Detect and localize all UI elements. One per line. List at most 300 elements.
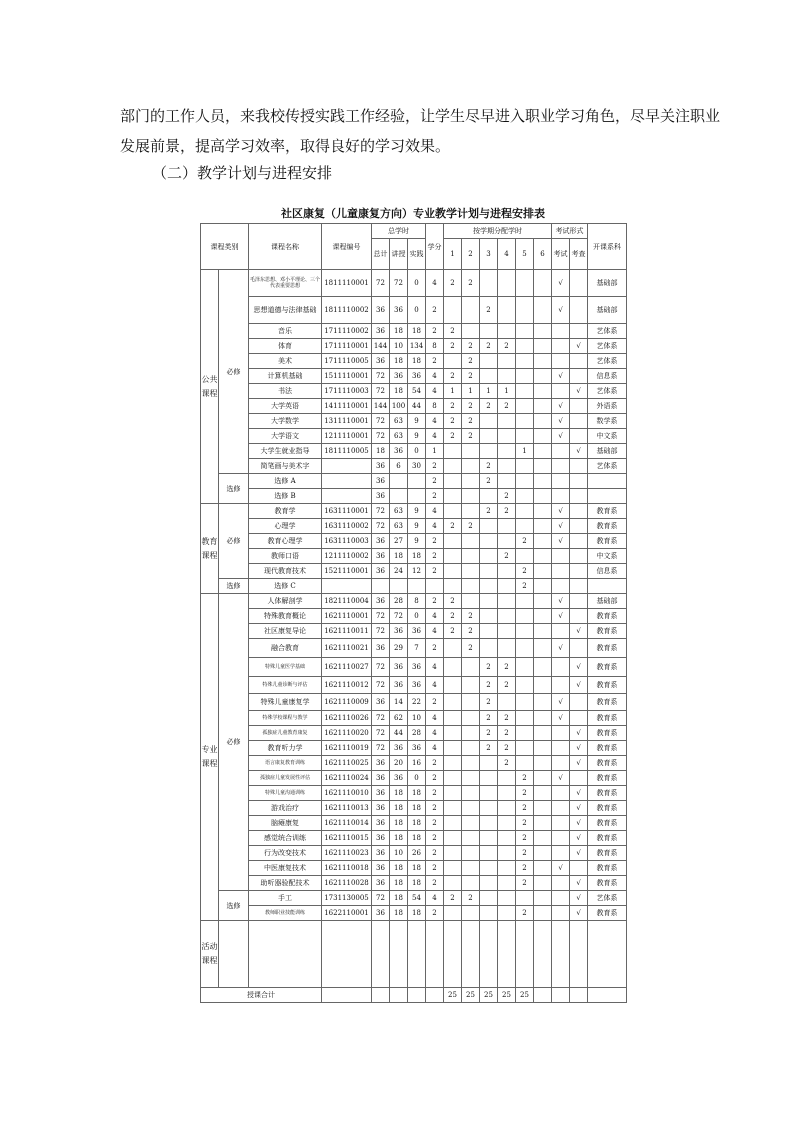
header-check: 考查 [570, 239, 588, 270]
cell-s6 [534, 534, 552, 549]
cell-check [570, 459, 588, 474]
cell-exam [552, 624, 570, 639]
cell-lec: 63 [390, 519, 408, 534]
cell-s2: 2 [462, 354, 480, 369]
table-row [201, 801, 627, 816]
cell-exam [552, 756, 570, 771]
cell-exam: √ [552, 771, 570, 786]
cell-check [570, 369, 588, 384]
table-row [201, 504, 627, 519]
cell-s4 [498, 429, 516, 444]
totals-s3: 25 [480, 988, 498, 1003]
cell-lec: 14 [390, 694, 408, 711]
course-name: 教师口语 [249, 549, 322, 564]
cell-s4: 2 [498, 339, 516, 354]
cell-total: 36 [372, 564, 390, 579]
table-row [201, 846, 627, 861]
cell-dept [588, 489, 627, 504]
cell-s3 [480, 579, 498, 594]
cell-code: 1711110005 [322, 354, 372, 369]
cell-s6 [534, 399, 552, 414]
table-row [201, 414, 627, 429]
cell-exam [552, 906, 570, 921]
cell-s4: 1 [498, 384, 516, 399]
cell-prac: 36 [408, 658, 426, 677]
cell-check: √ [570, 846, 588, 861]
cell-s4: 2 [498, 741, 516, 756]
cell-s5 [516, 726, 534, 741]
cell-s1 [444, 831, 462, 846]
cell-s3 [480, 771, 498, 786]
group-public: 公共课程 [201, 270, 219, 504]
cell-check [570, 549, 588, 564]
cell-dept: 艺体系 [588, 459, 627, 474]
empty-cell [390, 988, 408, 1003]
cell-s3 [480, 831, 498, 846]
cell-dept: 艺体系 [588, 324, 627, 339]
cell-check [570, 579, 588, 594]
cell-s6 [534, 519, 552, 534]
cell-check: √ [570, 816, 588, 831]
cell-s5: 2 [516, 786, 534, 801]
cell-dept: 中文系 [588, 549, 627, 564]
cell-code: 1621110014 [322, 816, 372, 831]
cell-code: 1621110010 [322, 786, 372, 801]
cell-code: 1621110027 [322, 658, 372, 677]
cell-s4 [498, 564, 516, 579]
cell-total: 72 [372, 504, 390, 519]
cell-cr: 4 [426, 741, 444, 756]
table-row [201, 876, 627, 891]
table-row [201, 444, 627, 459]
cell-exam [552, 384, 570, 399]
cell-s3 [480, 801, 498, 816]
empty-cell [408, 988, 426, 1003]
cell-lec: 18 [390, 891, 408, 906]
cell-code: 1511110001 [322, 369, 372, 384]
cell-dept: 数学系 [588, 414, 627, 429]
cell-s4 [498, 579, 516, 594]
cell-s5 [516, 609, 534, 624]
cell-s3 [480, 324, 498, 339]
cell-s4 [498, 624, 516, 639]
cell-s6 [534, 504, 552, 519]
course-name: 感觉统合训练 [249, 831, 322, 846]
cell-cr [426, 579, 444, 594]
cell-s3 [480, 816, 498, 831]
cell-lec: 36 [390, 771, 408, 786]
cell-exam [552, 831, 570, 846]
cell-code: 1631110003 [322, 534, 372, 549]
cell-exam [552, 726, 570, 741]
cell-s1: 2 [444, 399, 462, 414]
cell-code: 1631110002 [322, 519, 372, 534]
cell-s4 [498, 534, 516, 549]
cell-s2: 2 [462, 399, 480, 414]
cell-cr: 4 [426, 429, 444, 444]
table-row [201, 474, 627, 489]
cell-s4 [498, 474, 516, 489]
cell-exam [552, 741, 570, 756]
cell-dept: 教育系 [588, 771, 627, 786]
cell-prac: 18 [408, 816, 426, 831]
cell-check [570, 324, 588, 339]
cell-total: 36 [372, 549, 390, 564]
cell-exam [552, 354, 570, 369]
cell-prac: 18 [408, 549, 426, 564]
cell-check: √ [570, 658, 588, 677]
course-name: 手工 [249, 891, 322, 906]
cell-prac: 0 [408, 444, 426, 459]
cell-s3: 2 [480, 339, 498, 354]
cell-s2: 1 [462, 384, 480, 399]
cell-s6 [534, 726, 552, 741]
cell-s5 [516, 711, 534, 726]
cell-code: 1621110025 [322, 756, 372, 771]
cell-prac: 54 [408, 384, 426, 399]
cell-s2 [462, 504, 480, 519]
cell-cr: 2 [426, 876, 444, 891]
cell-check [570, 399, 588, 414]
course-name: 行为改变技术 [249, 846, 322, 861]
cell-cr: 2 [426, 489, 444, 504]
cell-s1 [444, 639, 462, 658]
cell-check [570, 519, 588, 534]
empty-cell [219, 921, 249, 988]
cell-s6 [534, 694, 552, 711]
cell-s1 [444, 504, 462, 519]
table-row [201, 519, 627, 534]
cell-s1 [444, 354, 462, 369]
cell-lec: 72 [390, 270, 408, 297]
cell-s2 [462, 876, 480, 891]
cell-exam: √ [552, 609, 570, 624]
cell-s6 [534, 741, 552, 756]
cell-prac: 36 [408, 677, 426, 694]
cell-exam: √ [552, 639, 570, 658]
cell-exam: √ [552, 399, 570, 414]
cell-s4 [498, 414, 516, 429]
table-row [201, 639, 627, 658]
table-row [201, 579, 627, 594]
cell-dept: 基础部 [588, 594, 627, 609]
cell-exam: √ [552, 270, 570, 297]
cell-s3: 2 [480, 399, 498, 414]
empty-cell [570, 988, 588, 1003]
cell-code [322, 459, 372, 474]
course-name: 特殊儿童沟通训练 [249, 786, 322, 801]
cell-code: 1521110001 [322, 564, 372, 579]
cell-s4: 2 [498, 399, 516, 414]
cell-s6 [534, 711, 552, 726]
cell-check [570, 711, 588, 726]
cell-s5 [516, 519, 534, 534]
cell-cr: 2 [426, 694, 444, 711]
header-total-hours: 总学时 [372, 224, 426, 239]
cell-total: 72 [372, 519, 390, 534]
cell-total: 36 [372, 459, 390, 474]
empty-cell [322, 988, 372, 1003]
cell-s6 [534, 639, 552, 658]
cell-cr: 2 [426, 324, 444, 339]
cell-check [570, 504, 588, 519]
cell-s1 [444, 801, 462, 816]
cell-exam: √ [552, 297, 570, 324]
cell-total: 72 [372, 711, 390, 726]
cell-s6 [534, 429, 552, 444]
cell-s2 [462, 906, 480, 921]
group-education-elective: 选修 [219, 579, 249, 594]
cell-cr: 4 [426, 711, 444, 726]
cell-dept: 信息系 [588, 369, 627, 384]
cell-exam [552, 459, 570, 474]
header-semester-5: 5 [516, 239, 534, 270]
cell-exam: √ [552, 711, 570, 726]
cell-lec: 36 [390, 658, 408, 677]
cell-s5 [516, 658, 534, 677]
course-name: 教育学 [249, 504, 322, 519]
cell-total: 72 [372, 726, 390, 741]
cell-lec: 63 [390, 429, 408, 444]
cell-lec: 63 [390, 504, 408, 519]
cell-code: 1711110001 [322, 339, 372, 354]
cell-s6 [534, 354, 552, 369]
cell-total: 36 [372, 639, 390, 658]
cell-code: 1621110018 [322, 861, 372, 876]
cell-s2 [462, 444, 480, 459]
cell-total: 36 [372, 756, 390, 771]
cell-s2 [462, 489, 480, 504]
cell-cr: 2 [426, 861, 444, 876]
cell-s1: 2 [444, 594, 462, 609]
cell-s1 [444, 726, 462, 741]
cell-s5: 2 [516, 564, 534, 579]
table-row [201, 354, 627, 369]
cell-s1 [444, 876, 462, 891]
cell-total: 36 [372, 876, 390, 891]
cell-s5 [516, 339, 534, 354]
cell-s2: 2 [462, 609, 480, 624]
table-row [201, 534, 627, 549]
cell-s4 [498, 639, 516, 658]
cell-dept: 信息系 [588, 564, 627, 579]
cell-code: 1621110015 [322, 831, 372, 846]
cell-lec: 63 [390, 414, 408, 429]
cell-check [570, 639, 588, 658]
table-row [201, 756, 627, 771]
header-semester-3: 3 [480, 239, 498, 270]
cell-s3 [480, 861, 498, 876]
cell-lec: 18 [390, 876, 408, 891]
empty-cell [249, 921, 322, 988]
group-major: 专业课程 [201, 594, 219, 921]
cell-s3: 2 [480, 504, 498, 519]
cell-cr: 4 [426, 624, 444, 639]
cell-cr: 2 [426, 906, 444, 921]
cell-check: √ [570, 906, 588, 921]
cell-prac: 9 [408, 519, 426, 534]
cell-total: 72 [372, 609, 390, 624]
cell-dept: 基础部 [588, 297, 627, 324]
empty-cell [588, 988, 627, 1003]
cell-lec: 18 [390, 324, 408, 339]
header-exam: 考试 [552, 239, 570, 270]
cell-s1 [444, 459, 462, 474]
cell-lec: 24 [390, 564, 408, 579]
cell-s2 [462, 726, 480, 741]
header-lecture: 讲授 [390, 239, 408, 270]
empty-cell [444, 921, 462, 988]
cell-dept: 教育系 [588, 519, 627, 534]
cell-s3: 2 [480, 694, 498, 711]
cell-check [570, 429, 588, 444]
course-name: 教师职业技能训练 [249, 906, 322, 921]
cell-s1: 2 [444, 891, 462, 906]
cell-s4: 2 [498, 549, 516, 564]
cell-s2 [462, 594, 480, 609]
cell-s6 [534, 786, 552, 801]
group-public-elective: 选修 [219, 474, 249, 504]
course-name: 美术 [249, 354, 322, 369]
cell-s5 [516, 297, 534, 324]
cell-dept: 教育系 [588, 609, 627, 624]
cell-s2 [462, 579, 480, 594]
table-row [201, 771, 627, 786]
cell-total: 72 [372, 429, 390, 444]
cell-prac: 134 [408, 339, 426, 354]
cell-s6 [534, 906, 552, 921]
header-course-name: 课程名称 [249, 224, 322, 270]
cell-dept: 教育系 [588, 677, 627, 694]
cell-s1: 2 [444, 339, 462, 354]
group-major-required: 必修 [219, 594, 249, 891]
cell-check: √ [570, 624, 588, 639]
cell-s3 [480, 891, 498, 906]
course-name: 选修 B [249, 489, 322, 504]
cell-s6 [534, 891, 552, 906]
cell-s3: 2 [480, 677, 498, 694]
cell-code: 1621110001 [322, 609, 372, 624]
cell-s1 [444, 771, 462, 786]
cell-s6 [534, 384, 552, 399]
course-name: 孤独症儿童发展性评估 [249, 771, 322, 786]
cell-lec [390, 489, 408, 504]
cell-total: 72 [372, 624, 390, 639]
cell-check [570, 297, 588, 324]
cell-dept: 教育系 [588, 906, 627, 921]
cell-s6 [534, 564, 552, 579]
cell-s1 [444, 549, 462, 564]
cell-s2: 2 [462, 369, 480, 384]
empty-cell [552, 921, 570, 988]
cell-check: √ [570, 339, 588, 354]
cell-lec: 100 [390, 399, 408, 414]
cell-s1 [444, 861, 462, 876]
cell-s4 [498, 906, 516, 921]
cell-s5 [516, 459, 534, 474]
cell-s3: 2 [480, 474, 498, 489]
cell-s2 [462, 474, 480, 489]
cell-cr: 4 [426, 519, 444, 534]
cell-s1 [444, 534, 462, 549]
cell-cr: 2 [426, 474, 444, 489]
cell-s4: 2 [498, 756, 516, 771]
cell-cr: 2 [426, 459, 444, 474]
header-assessment: 考试形式 [552, 224, 588, 239]
cell-s6 [534, 549, 552, 564]
cell-s3 [480, 756, 498, 771]
cell-s1: 2 [444, 519, 462, 534]
cell-exam [552, 786, 570, 801]
course-name: 大学英语 [249, 399, 322, 414]
course-name: 简笔画与美术字 [249, 459, 322, 474]
cell-s3: 2 [480, 726, 498, 741]
table-row [201, 384, 627, 399]
cell-cr: 2 [426, 594, 444, 609]
cell-s1: 2 [444, 324, 462, 339]
cell-s5 [516, 474, 534, 489]
cell-s1 [444, 816, 462, 831]
cell-exam: √ [552, 694, 570, 711]
group-education: 教育课程 [201, 504, 219, 594]
cell-lec: 36 [390, 741, 408, 756]
cell-s3 [480, 369, 498, 384]
cell-s6 [534, 270, 552, 297]
cell-prac: 36 [408, 624, 426, 639]
cell-total: 72 [372, 891, 390, 906]
table-row [201, 270, 627, 297]
cell-s5 [516, 384, 534, 399]
cell-cr: 2 [426, 639, 444, 658]
cell-check: √ [570, 831, 588, 846]
cell-code: 1811110001 [322, 270, 372, 297]
cell-s1 [444, 677, 462, 694]
cell-s4 [498, 354, 516, 369]
cell-lec: 36 [390, 677, 408, 694]
cell-prac: 18 [408, 876, 426, 891]
cell-cr: 2 [426, 534, 444, 549]
cell-check: √ [570, 741, 588, 756]
cell-lec: 18 [390, 384, 408, 399]
cell-lec: 10 [390, 339, 408, 354]
cell-s1 [444, 756, 462, 771]
table-row [201, 489, 627, 504]
cell-s3 [480, 270, 498, 297]
course-name: 融合教育 [249, 639, 322, 658]
cell-lec: 20 [390, 756, 408, 771]
cell-s3: 2 [480, 711, 498, 726]
cell-code: 1411110001 [322, 399, 372, 414]
cell-check [570, 564, 588, 579]
cell-s6 [534, 609, 552, 624]
cell-check: √ [570, 786, 588, 801]
course-name: 特殊儿童医学基础 [249, 658, 322, 677]
cell-s5 [516, 624, 534, 639]
cell-check: √ [570, 726, 588, 741]
cell-s4: 2 [498, 504, 516, 519]
cell-s4 [498, 444, 516, 459]
cell-dept: 教育系 [588, 786, 627, 801]
cell-s5 [516, 489, 534, 504]
cell-lec: 36 [390, 624, 408, 639]
cell-lec: 44 [390, 726, 408, 741]
cell-cr: 2 [426, 831, 444, 846]
cell-total: 36 [372, 489, 390, 504]
cell-s3: 2 [480, 741, 498, 756]
cell-total: 36 [372, 831, 390, 846]
empty-cell [390, 921, 408, 988]
totals-s2: 25 [462, 988, 480, 1003]
